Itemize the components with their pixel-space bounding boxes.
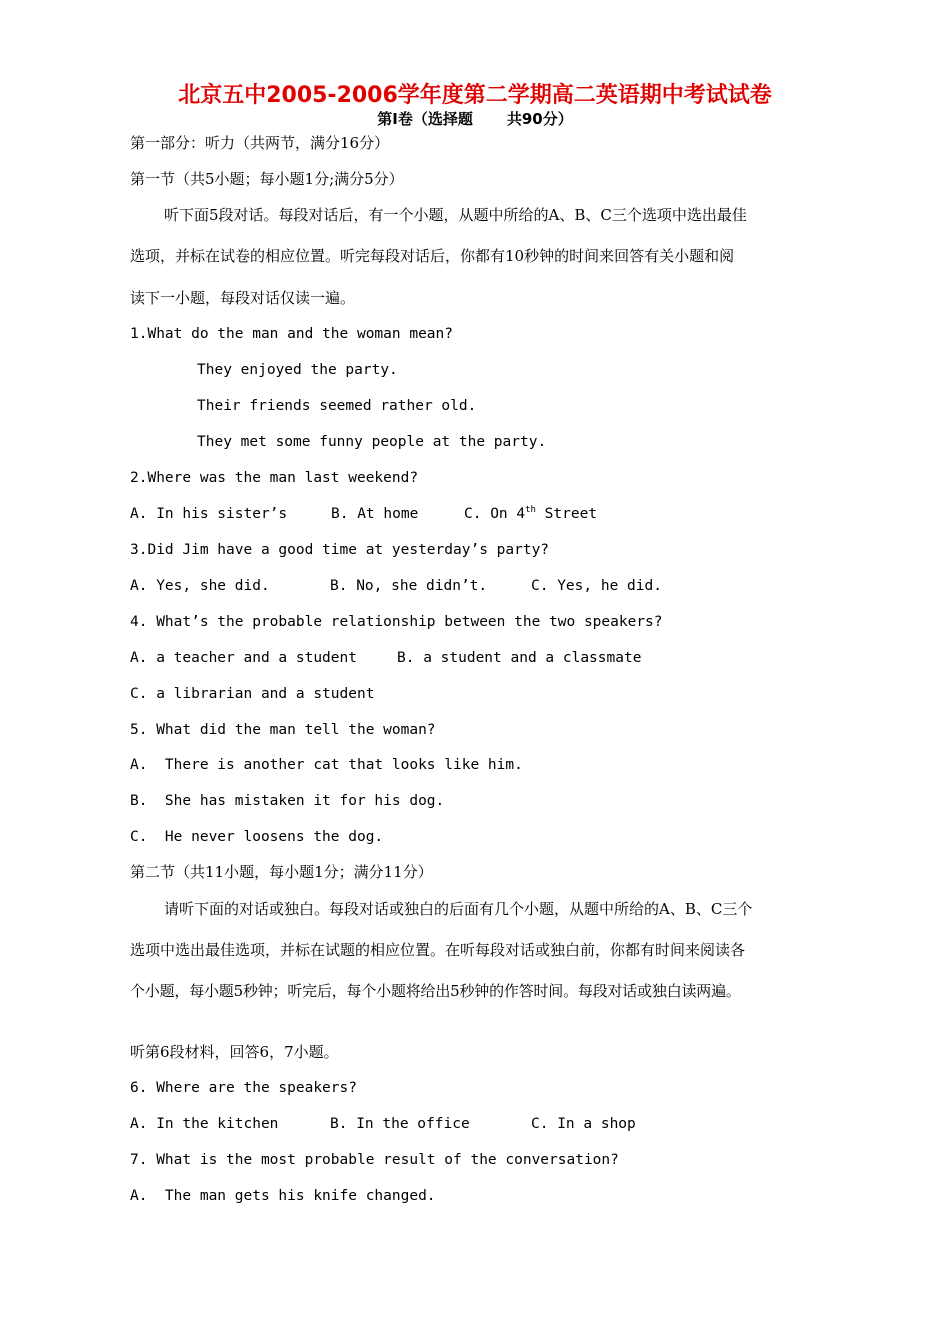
question-7-stem: 7. What is the most probable result of the conversation? xyxy=(130,1152,619,1168)
question-5-option-b: B. She has mistaken it for his dog. xyxy=(130,793,445,809)
question-4-stem: 4. What’s the probable relationship between the two speakers? xyxy=(130,614,663,630)
question-7-option-a: A. The man gets his knife changed. xyxy=(130,1188,436,1204)
question-3-stem: 3.Did Jim have a good time at yesterday’s party? xyxy=(130,542,550,558)
question-2-option-c xyxy=(464,504,597,524)
question-3-option-b: B. No, she didn’t. xyxy=(330,578,488,594)
question-2-option-b: B. At home xyxy=(331,506,419,522)
question-5-stem: 5. What did the man tell the woman? xyxy=(130,722,436,738)
section1-instruction-line-2: 选项，并标在试卷的相应位置。听完每段对话后，你都有10秒钟的时间来回答有关小题和阅 xyxy=(130,247,735,265)
question-3-option-c: C. Yes, he did. xyxy=(531,578,662,594)
question-1-option-3: They met some funny people at the party. xyxy=(197,434,547,450)
question-1-option-2: Their friends seemed rather old. xyxy=(197,398,477,414)
question-6-option-b: B. In the office xyxy=(330,1116,470,1132)
section1-heading: 第一节（共5小题；每小题1分;满分5分） xyxy=(130,170,404,188)
question-4-option-a: A. a teacher and a student xyxy=(130,650,357,666)
section2-instruction-line-3: 个小题，每小题5秒钟；听完后，每个小题将给出5秒钟的作答时间。每段对话或独白读两遍。 xyxy=(130,982,741,1000)
question-6-option-c: C. In a shop xyxy=(531,1116,636,1132)
exam-title: 北京五中2005-2006学年度第二学期高二英语期中考试试卷 xyxy=(178,83,772,108)
material-6-instruction: 听第6段材料，回答6，7小题。 xyxy=(130,1043,339,1061)
question-2-option-c-suffix: Street xyxy=(535,506,598,522)
volume-score: 共90分） xyxy=(506,110,573,128)
question-2-option-c-superscript: th xyxy=(525,505,536,515)
part1-heading: 第一部分：听力（共两节，满分16分） xyxy=(130,134,390,152)
question-6-option-a: A. In the kitchen xyxy=(130,1116,279,1132)
question-2-option-c-text: C. On 4 xyxy=(464,506,526,522)
section1-instruction-line-1: 听下面5段对话。每段对话后，有一个小题，从题中所给的A、B、C三个选项中选出最佳 xyxy=(164,206,747,224)
question-2-option-a: A. In his sister’s xyxy=(130,506,288,522)
question-4-option-b: B. a student and a classmate xyxy=(397,650,642,666)
question-4-option-c: C. a librarian and a student xyxy=(130,686,375,702)
section2-instruction-line-2: 选项中选出最佳选项，并标在试题的相应位置。在听每段对话或独白前，你都有时间来阅读各 xyxy=(130,941,746,959)
question-5-option-c: C. He never loosens the dog. xyxy=(130,829,384,845)
section2-instruction-line-1: 请听下面的对话或独白。每段对话或独白的后面有几个小题，从题中所给的A、B、C三个 xyxy=(164,900,753,918)
question-6-stem: 6. Where are the speakers? xyxy=(130,1080,357,1096)
volume-label: 第Ⅰ卷（选择题 xyxy=(377,110,473,128)
question-2-stem: 2.Where was the man last weekend? xyxy=(130,470,419,486)
question-1-option-1: They enjoyed the party. xyxy=(197,362,398,378)
question-1-stem: 1.What do the man and the woman mean? xyxy=(130,326,454,342)
section1-instruction-line-3: 读下一小题，每段对话仅读一遍。 xyxy=(130,289,356,307)
section2-heading: 第二节（共11小题，每小题1分；满分11分） xyxy=(130,863,433,881)
volume-heading xyxy=(0,108,950,129)
question-3-option-a: A. Yes, she did. xyxy=(130,578,270,594)
question-5-option-a: A. There is another cat that looks like him. xyxy=(130,757,523,773)
